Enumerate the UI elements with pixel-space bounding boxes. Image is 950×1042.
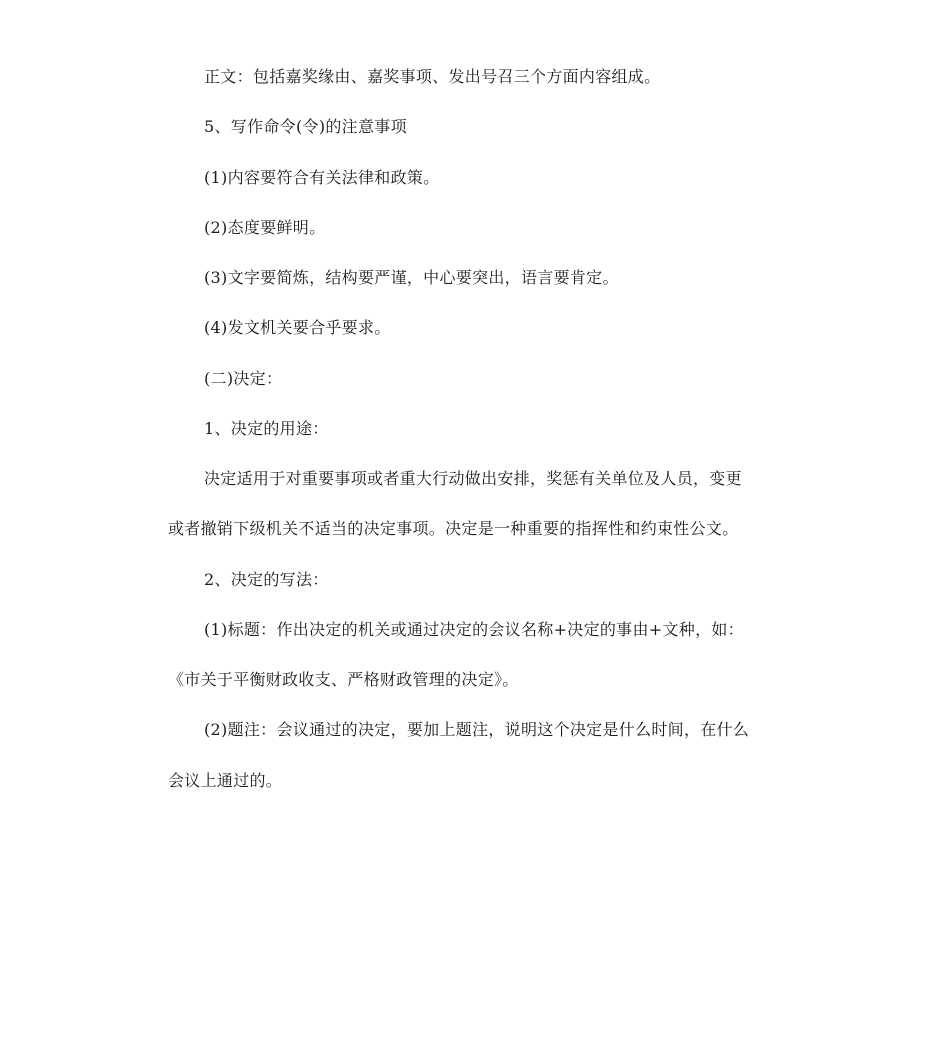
list-item-4: (4)发文机关要合乎要求。 <box>204 318 391 337</box>
list-item-1: (1)内容要符合有关法律和政策。 <box>204 168 440 187</box>
list-item-2: (2)态度要鲜明。 <box>204 218 326 237</box>
section-heading-decision: (二)决定： <box>204 369 283 388</box>
heading-order-notes: 5、写作命令(令)的注意事项 <box>204 117 407 136</box>
list-item-3: (3)文字要简炼，结构要严谨，中心要突出，语言要肯定。 <box>204 268 619 287</box>
paragraph-title-line-1: (1)标题：作出决定的机关或通过决定的会议名称+决定的事由+文种，如： <box>204 620 744 639</box>
paragraph-usage-line-1: 决定适用于对重要事项或者重大行动做出安排，奖惩有关单位及人员，变更 <box>204 469 742 488</box>
paragraph-body-text: 正文：包括嘉奖缘由、嘉奖事项、发出号召三个方面内容组成。 <box>204 67 661 86</box>
paragraph-note-line-2: 会议上通过的。 <box>168 771 283 790</box>
paragraph-title-line-2: 《市关于平衡财政收支、严格财政管理的决定》。 <box>168 670 519 689</box>
paragraph-note-line-1: (2)题注：会议通过的决定，要加上题注，说明这个决定是什么时间，在什么 <box>204 720 750 739</box>
heading-decision-writing: 2、决定的写法： <box>204 570 329 589</box>
heading-decision-usage: 1、决定的用途： <box>204 419 329 438</box>
paragraph-usage-line-2: 或者撤销下级机关不适当的决定事项。决定是一种重要的指挥性和约束性公文。 <box>168 519 739 538</box>
